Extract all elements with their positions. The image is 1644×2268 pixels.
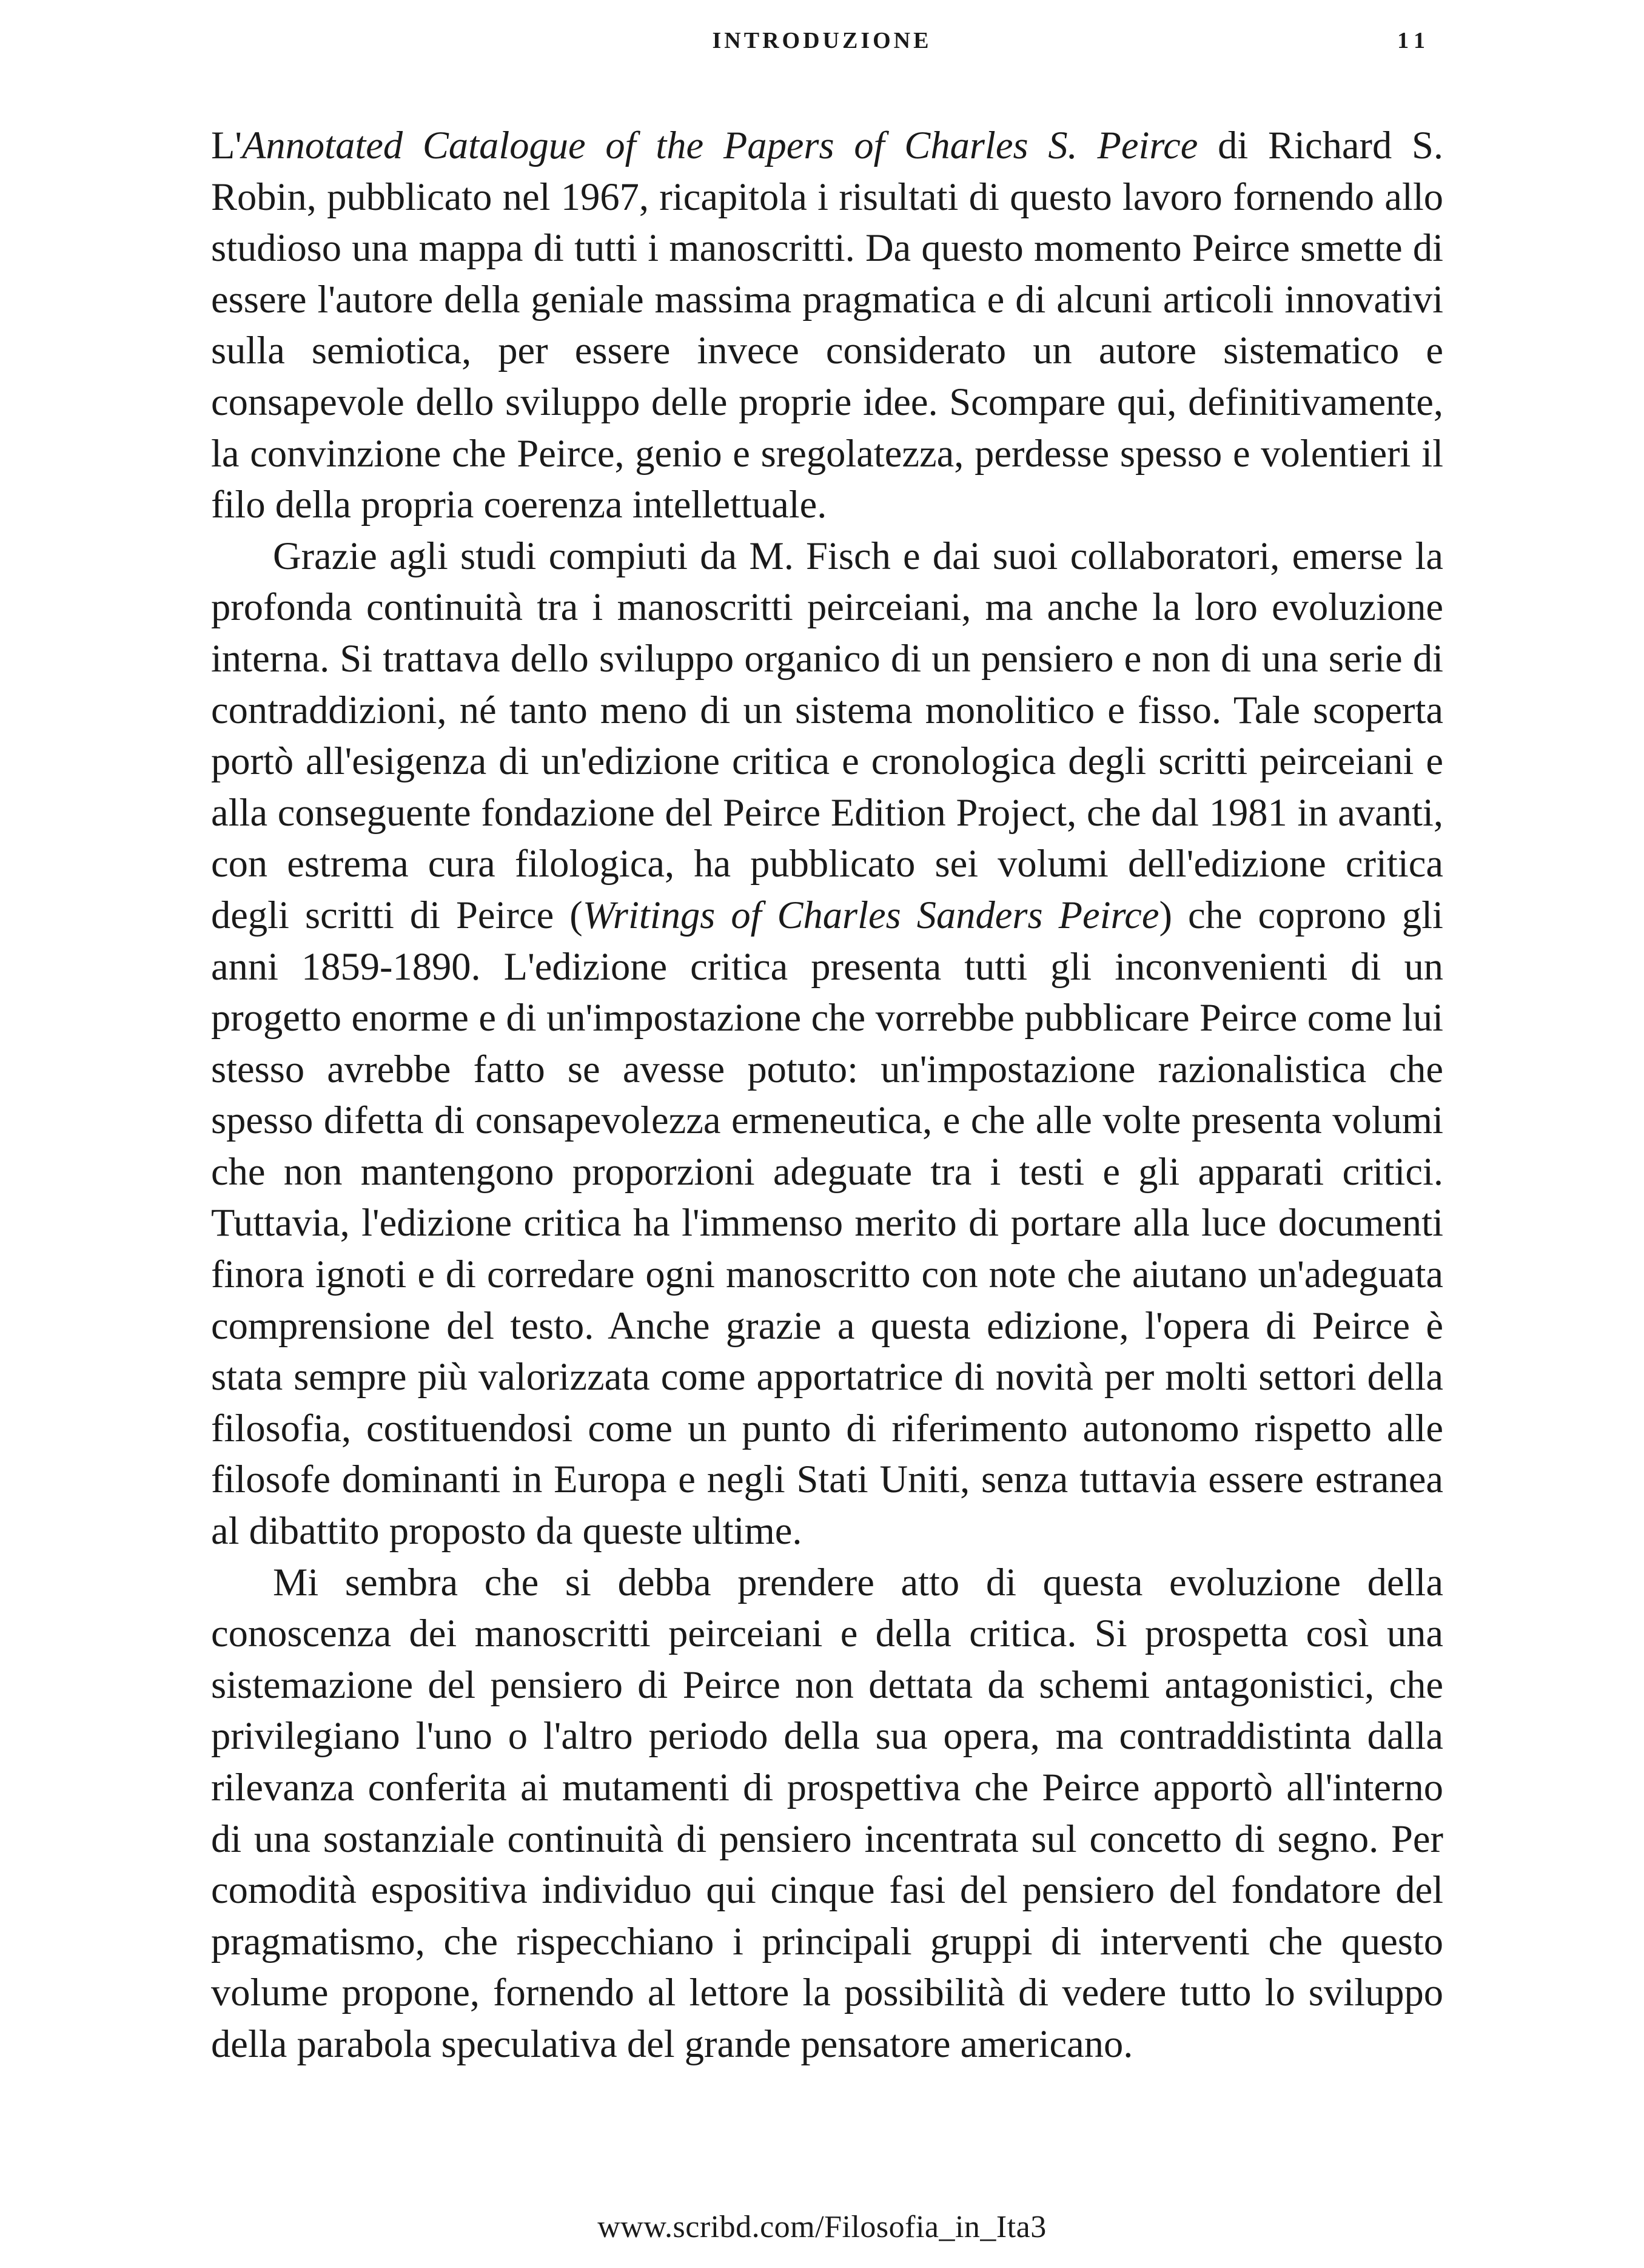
paragraph-2-segment: Grazie agli studi compiuti da M. Fisch e dai suoi collaboratori, emerse la profonda continuità tra i manoscritti peirceiani, ma anche la loro evoluzione interna. Si trattava dello sviluppo organico di un pensiero e non di una serie di contraddizioni, né tanto meno di un sistema monolitico e fisso. Tale scoperta portò all'esigenza di un'edizione critica e cronologica degli scritti peirceiani e alla conseguente fondazione del Peirce Edition Project, che dal 1981 in avanti, con estrema cura filologica, ha pubblicato sei volumi dell'edizione critica degli scritti di Peirce ( bbox=[211, 534, 1443, 937]
paragraph-2-segment: ) che coprono gli anni 1859-1890. L'edizione critica presenta tutti gli inconvenienti di un progetto enorme e di un'impostazione che vorrebbe pubblicare Peirce come lui stesso avrebbe fatto se avesse potuto: un'impostazione razionalistica che spesso difetta di consapevolezza ermeneutica, e che alle volte presenta volumi che non mantengono proporzioni adeguate tra i testi e gli apparati critici. Tuttavia, l'edizione critica ha l'immenso merito di portare alla luce documenti finora ignoti e di corredare ogni manoscritto con note che aiutano un'adeguata comprensione del testo. Anche grazie a questa edizione, l'opera di Peirce è stata sempre più valorizzata come apportatrice di novità per molti settori della filosofia, costituendosi come un punto di riferimento autonomo rispetto alle filosofe dominanti in Europa e negli Stati Uniti, senza tuttavia essere estranea al dibattito proposto da queste ultime. bbox=[211, 893, 1443, 1553]
paragraph-1-segment: di Richard S. Robin, pubblicato nel 1967, ricapitola i risultati di questo lavoro fornendo allo studioso una mappa di tutti i manoscritti. Da questo momento Peirce smette di essere l'autore della geniale massima pragmatica e di alcuni articoli innovativi sulla semiotica, per essere invece considerato un autore sistematico e consapevole dello sviluppo delle proprie idee. Scompare qui, definitivamente, la convinzione che Peirce, genio e sregolatezza, perdesse spesso e volentieri il filo della propria coerenza intellettuale. bbox=[211, 124, 1443, 527]
paragraph-1-segment: L' bbox=[211, 124, 243, 167]
paragraph-3 bbox=[211, 1557, 1443, 2070]
paragraph-1 bbox=[211, 120, 1443, 531]
paragraph-1-italic-title: Annotated Catalogue of the Papers of Charles S. Peirce bbox=[242, 124, 1198, 167]
paragraph-2 bbox=[211, 531, 1443, 1557]
page-number: 11 bbox=[1397, 28, 1431, 53]
running-header-title: INTRODUZIONE bbox=[712, 28, 932, 53]
paragraph-3-segment: Mi sembra che si debba prendere atto di questa evoluzione della conoscenza dei manoscritti peirceiani e della critica. Si prospetta così una sistemazione del pensiero di Peirce non dettata da schemi antagonistici, che privilegiano l'uno o l'altro periodo della sua opera, ma contraddistinta dalla rilevanza conferita ai mutamenti di prospettiva che Peirce apportò all'interno di una sostanziale continuità di pensiero incentrata sul concetto di segno. Per comodità espositiva individuo qui cinque fasi del pensiero del fondatore del pragmatismo, che rispecchiano i principali gruppi di interventi che questo volume propone, fornendo al lettore la possibilità di vedere tutto lo sviluppo della parabola speculativa del grande pensatore americano. bbox=[211, 1560, 1443, 2065]
body-text bbox=[211, 120, 1443, 2070]
paragraph-2-italic-title: Writings of Charles Sanders Peirce bbox=[582, 893, 1159, 937]
footer-url: www.scribd.com/Filosofia_in_Ita3 bbox=[597, 2210, 1047, 2244]
